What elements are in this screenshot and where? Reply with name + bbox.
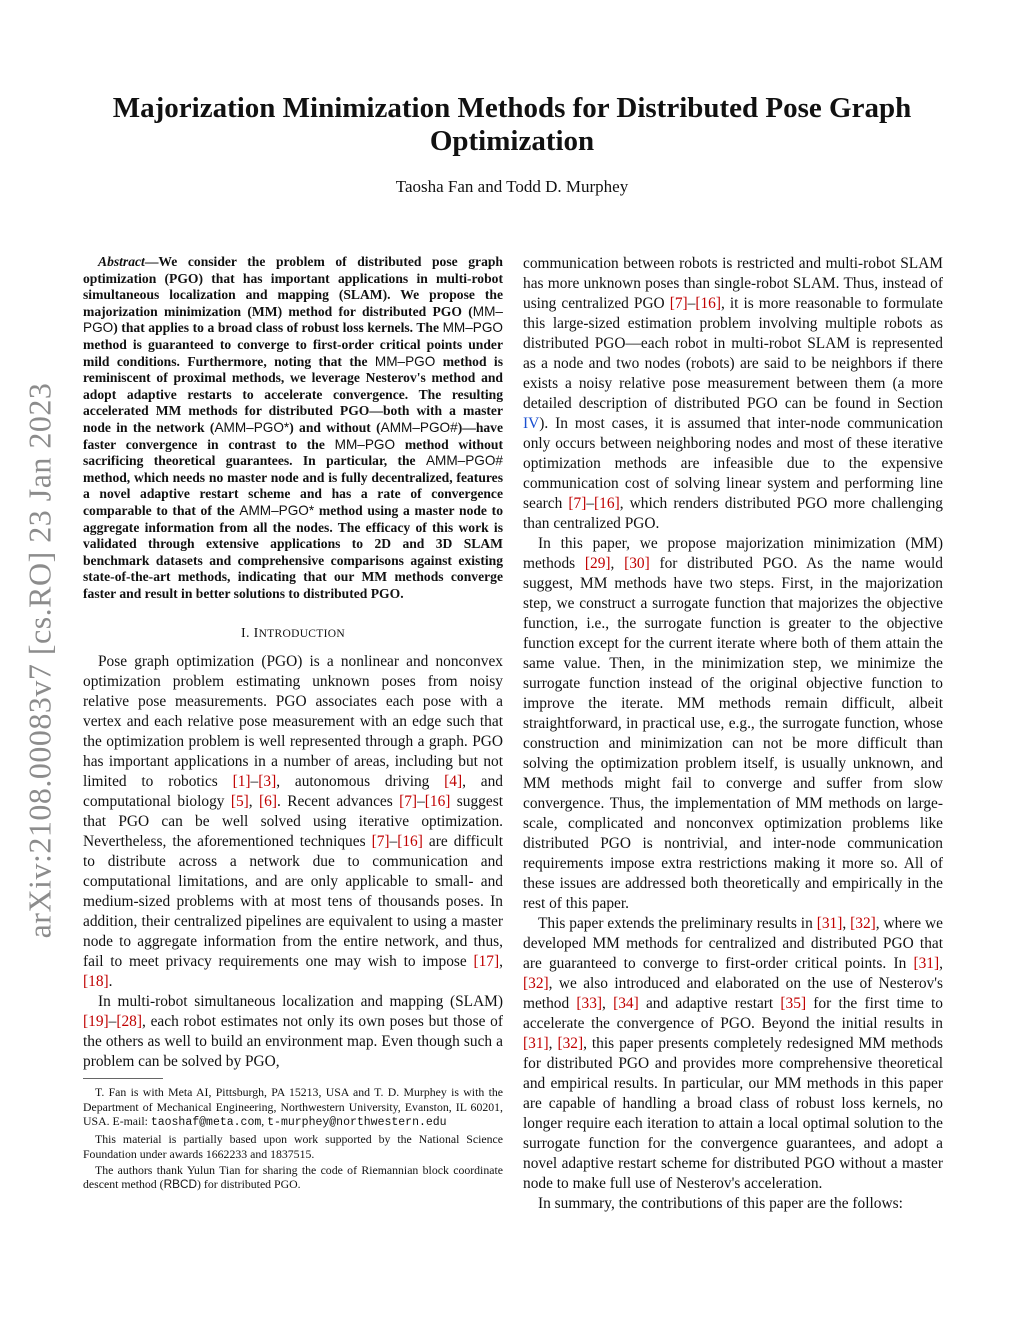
citation-link[interactable]: [4]	[444, 773, 463, 791]
right-paragraph-4: In summary, the contributions of this paper are the follows:	[538, 1195, 903, 1212]
method-name: MM–PGO	[83, 303, 503, 336]
arxiv-identifier-text: arXiv:2108.00083v7 [cs.RO] 23 Jan 2023	[21, 382, 58, 938]
right-paragraph-1: communication between robots is restricted and multi-robot SLAM has more unknown poses than single-robot SLAM. Thus, instead of using centralized PGO [7]–[16], it is more reasonable to formulate this large-sized estimation problem involving multiple robots as distributed PGO—each robot in multi-robot SLAM is represented as a node and two nodes (robots) are said to be neighbors if there exists a noisy relative pose measurement between them (a more detailed description of distributed PGO can be found in Section IV). In most cases, it is assumed that inter-node communication only occurs between neighboring nodes and most of these iterative optimization methods are infeasible due to the expensive communication cost of solving linear system and performing line search [7]–[16], which renders distributed PGO more challenging than centralized PGO.	[523, 255, 943, 532]
intro-paragraph-1: Pose graph optimization (PGO) is a nonlinear and nonconvex optimization problem estimating unknown poses from noisy relative pose measurements. PGO associates each pose with a vertex and each relative pose measurement with an edge such that the optimization problem is well represented through a graph. PGO has important applications in a number of areas, including but not limited to robotics [1]–[3], autonomous driving [4], and computational biology [5], [6]. Recent advances [7]–[16] suggest that PGO can be well solved using iterative optimization. Nevertheless, the aforementioned techniques [7]–[16] are difficult to distribute across a network due to communication and computational limitations, and are only applicable to small- and medium-sized problems with at most tens of thousands poses. In addition, their centralized pipelines are equivalent to using a master node to aggregate information from the entire network, and thus, fail to meet privacy requirements one may wish to impose [17], [18].	[83, 653, 504, 991]
citation-link[interactable]: [16]	[424, 793, 451, 811]
citation-link[interactable]: [29]	[584, 555, 611, 572]
footnote-affiliation: T. Fan is with Meta AI, Pittsburgh, PA 15213, USA and T. D. Murphey is with the Department of Mechanical Engineering, Northwestern University, Evanston, IL 60201, USA. E-mail: taoshaf@meta.com, t-murphey@northwestern.edu	[83, 1085, 503, 1130]
citation-link[interactable]: [7]	[568, 495, 587, 512]
arxiv-identifier	[12, 360, 68, 960]
right-paragraph-2: In this paper, we propose majorization minimization (MM) methods [29], [30] for distributed PGO. As the name would suggest, MM methods have two steps. First, in the majorization step, we construct a surrogate function that majorizes the objective function, i.e., the surrogate function is greater to the objective function except for the current iterate where both of them attain the same value. Then, in the minimization step, we minimize the surrogate function instead of the original objective function to improve the iterate. MM methods remain difficult, albeit straightforward, in practical use, e.g., the surrogate function, whose construction and minimization can not be more difficult than solving the optimization problem itself, is usually unknown, and MM methods might fail to converge and suffer from slow convergence. Thus, the implementation of MM methods on large-scale, complicated and nonconvex optimization problems like distributed PGO is nontrivial, and inter-node communication requirements impose extra restrictions making it more so. All of these issues are addressed both theoretically and empirically in the rest of this paper.	[523, 535, 943, 912]
citation-link[interactable]: [31]	[816, 915, 843, 932]
footnote-divider	[83, 1078, 163, 1079]
abstract-label: Abstract	[98, 254, 145, 269]
citation-link[interactable]: [5]	[230, 793, 249, 811]
citation-link[interactable]: [32]	[557, 1035, 584, 1052]
citation-link[interactable]: [1]	[232, 773, 251, 791]
citation-link[interactable]: [7]	[669, 295, 688, 312]
citation-link[interactable]: [34]	[613, 995, 639, 1012]
footnotes	[83, 1085, 503, 1191]
citation-link[interactable]: [16]	[695, 295, 722, 312]
section-heading-introduction: I. INTRODUCTION	[241, 626, 345, 642]
method-name: AMM–PGO*	[239, 502, 315, 518]
method-name: AMM–PGO*	[214, 419, 290, 435]
citation-link[interactable]: [33]	[576, 995, 603, 1012]
citation-link[interactable]: [3]	[258, 773, 277, 791]
paper-authors: Taosha Fan and Todd D. Murphey	[395, 177, 629, 196]
citation-link[interactable]: [17]	[473, 953, 500, 971]
left-column	[83, 254, 503, 1194]
citation-link[interactable]: [7]	[399, 793, 418, 811]
intro-paragraph-2: In multi-robot simultaneous localization and mapping (SLAM) [19]–[28], each robot estimates not only its own poses but those of the others as well to build an environment map. Even though such a problem can be solved by PGO,	[83, 993, 503, 1071]
method-name: MM–PGO	[374, 353, 436, 369]
citation-link[interactable]: [7]	[371, 833, 390, 851]
citation-link[interactable]: [32]	[523, 975, 549, 992]
citation-link[interactable]: [19]	[83, 1013, 109, 1031]
citation-link[interactable]: [32]	[850, 915, 876, 932]
email-link[interactable]: t-murphey@northwestern.edu	[267, 1116, 447, 1130]
citation-link[interactable]: [6]	[259, 793, 277, 811]
email-link[interactable]: taoshaf@meta.com	[150, 1116, 262, 1130]
citation-link[interactable]: [31]	[913, 955, 940, 972]
right-paragraph-3: This paper extends the preliminary results in [31], [32], where we developed MM methods for centralized and distributed PGO that are guaranteed to converge to first-order critical points. In [31], [32], we also introduced and elaborated on the use of Nesterov's method [33], [34] and adaptive restart [35] for the first time to accelerate the convergence of PGO. Beyond the initial results in [31], [32], this paper presents completely redesigned MM methods for distributed PGO and provides more comprehensive theoretical and empirical results. In particular, our MM methods in this paper are capable of handling a broad class of robust loss kernels, no longer require each iteration to attain a local optimal solution to the surrogate function for the convergence guarantees, and adopt a novel adaptive restart scheme for distributed PGO without a master node to make full use of Nesterov's acceleration.	[523, 915, 944, 1192]
citation-link[interactable]: [35]	[780, 995, 807, 1012]
method-name: MM–PGO	[334, 436, 396, 452]
paper-title: Majorization Minimization Methods for Distributed Pose Graph Optimization	[112, 92, 912, 157]
method-name: AMM–PGO#	[425, 453, 503, 469]
citation-link[interactable]: [31]	[523, 1035, 549, 1052]
footnote-acknowledgement: The authors thank Yulun Tian for sharing the code of Riemannian block coordinate descent method (RBCD) for distributed PGO.	[83, 1162, 503, 1192]
right-column	[523, 254, 943, 1214]
footnote-funding: This material is partially based upon work supported by the National Science Foundation under awards 1662233 and 1837515.	[83, 1132, 503, 1161]
citation-link[interactable]: [18]	[83, 973, 109, 991]
citation-link[interactable]: [30]	[624, 555, 650, 572]
citation-link[interactable]: [16]	[594, 495, 620, 512]
section-link[interactable]: IV	[523, 415, 540, 432]
citation-link[interactable]: [16]	[397, 833, 423, 851]
method-name: AMM–PGO#	[380, 419, 458, 435]
method-name: MM–PGO	[442, 320, 503, 336]
abstract: Abstract—We consider the problem of distributed pose graph optimization (PGO) that has important applications in multi-robot simultaneous localization and mapping (SLAM). We propose the majorization minimization (MM) method for distributed PGO (MM–PGO) that applies to a broad class of robust loss kernels. The MM–PGO method is guaranteed to converge to first-order critical points under mild conditions. Furthermore, noting that the MM–PGO method is reminiscent of proximal methods, we leverage Nesterov's method and adopt adaptive restarts to accelerate convergence. The resulting accelerated MM methods for distributed PGO—both with a master node in the network (AMM–PGO*) and without (AMM–PGO#)—have faster convergence in contrast to the MM–PGO method without sacrificing theoretical guarantees. In particular, the AMM–PGO# method, which needs no master node and is fully decentralized, features a novel adaptive restart scheme and has a rate of convergence comparable to that of the AMM–PGO* method using a master node to aggregate information from all the nodes. The efficacy of this work is validated through extensive applications to 2D and 3D SLAM benchmark datasets and comprehensive comparisons against existing state-of-the-art methods, indicating that our MM methods converge faster and result in better solutions to distributed PGO.	[83, 254, 504, 601]
citation-link[interactable]: [28]	[116, 1013, 143, 1031]
